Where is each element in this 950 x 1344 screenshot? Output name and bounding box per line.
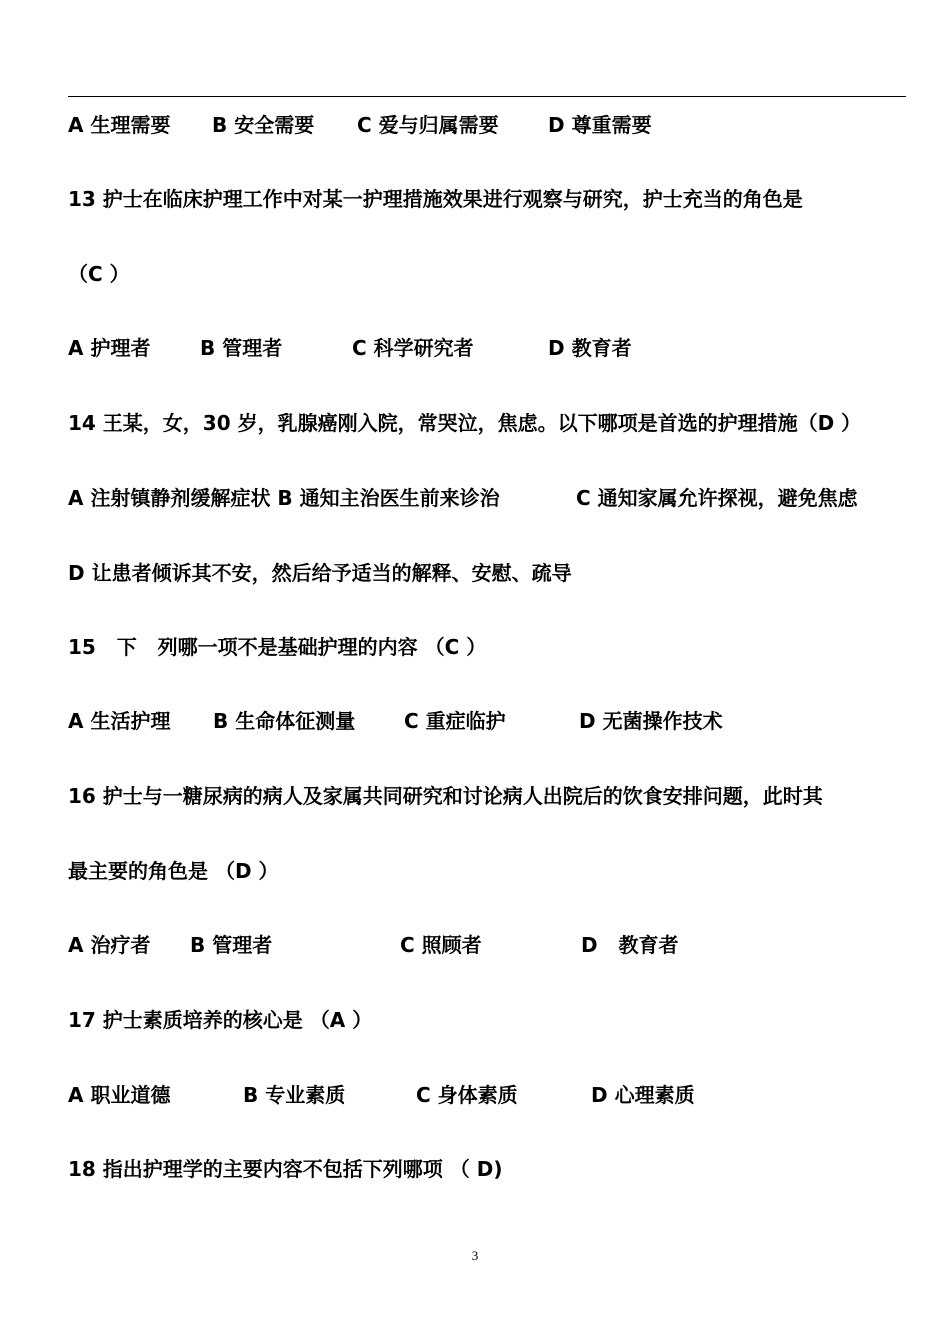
q15-option-b: B 生命体征测量 [213,709,356,733]
q13-option-b: B 管理者 [200,336,283,360]
q13-answer: （C ） [68,262,130,286]
q16-question-cont: 最主要的角色是 （D ） [68,859,279,883]
q12-option-a: A 生理需要 [68,113,171,137]
q13-question: 13 护士在临床护理工作中对某一护理措施效果进行观察与研究，护士充当的角色是 [68,187,803,211]
q17-option-c: C 身体素质 [416,1083,518,1107]
q15-question: 15 下 列哪一项不是基础护理的内容 （C ） [68,635,487,659]
q17-option-a: A 职业道德 [68,1083,171,1107]
q16-option-b: B 管理者 [190,933,273,957]
q16-option-c: C 照顾者 [400,933,482,957]
q14-option-d: D 让患者倾诉其不安，然后给予适当的解释、安慰、疏导 [68,561,572,585]
q15-option-d: D 无菌操作技术 [579,709,723,733]
q17-question: 17 护士素质培养的核心是 （A ） [68,1008,373,1032]
q16-option-d: D 教育者 [581,933,679,957]
q17-option-b: B 专业素质 [243,1083,346,1107]
q15-option-a: A 生活护理 [68,709,171,733]
q12-option-d: D 尊重需要 [548,113,652,137]
q13-option-c: C 科学研究者 [352,336,474,360]
q14-question: 14 王某，女，30 岁，乳腺癌刚入院，常哭泣，焦虑。以下哪项是首选的护理措施（D ） [68,411,862,435]
q13-option-a: A 护理者 [68,336,151,360]
header-rule [68,96,906,97]
q14-options-ab: A 注射镇静剂缓解症状 B 通知主治医生前来诊治 [68,486,500,510]
q17-option-d: D 心理素质 [591,1083,695,1107]
page-number: 3 [471,1248,479,1263]
q16-question: 16 护士与一糖尿病的病人及家属共同研究和讨论病人出院后的饮食安排问题，此时其 [68,784,823,808]
q18-question: 18 指出护理学的主要内容不包括下列哪项 （ D) [68,1157,503,1181]
q14-option-c: C 通知家属允许探视，避免焦虑 [576,486,858,510]
q12-option-c: C 爱与归属需要 [357,113,499,137]
q12-option-b: B 安全需要 [212,113,315,137]
q15-option-c: C 重症临护 [404,709,506,733]
q13-option-d: D 教育者 [548,336,632,360]
q16-option-a: A 治疗者 [68,933,151,957]
